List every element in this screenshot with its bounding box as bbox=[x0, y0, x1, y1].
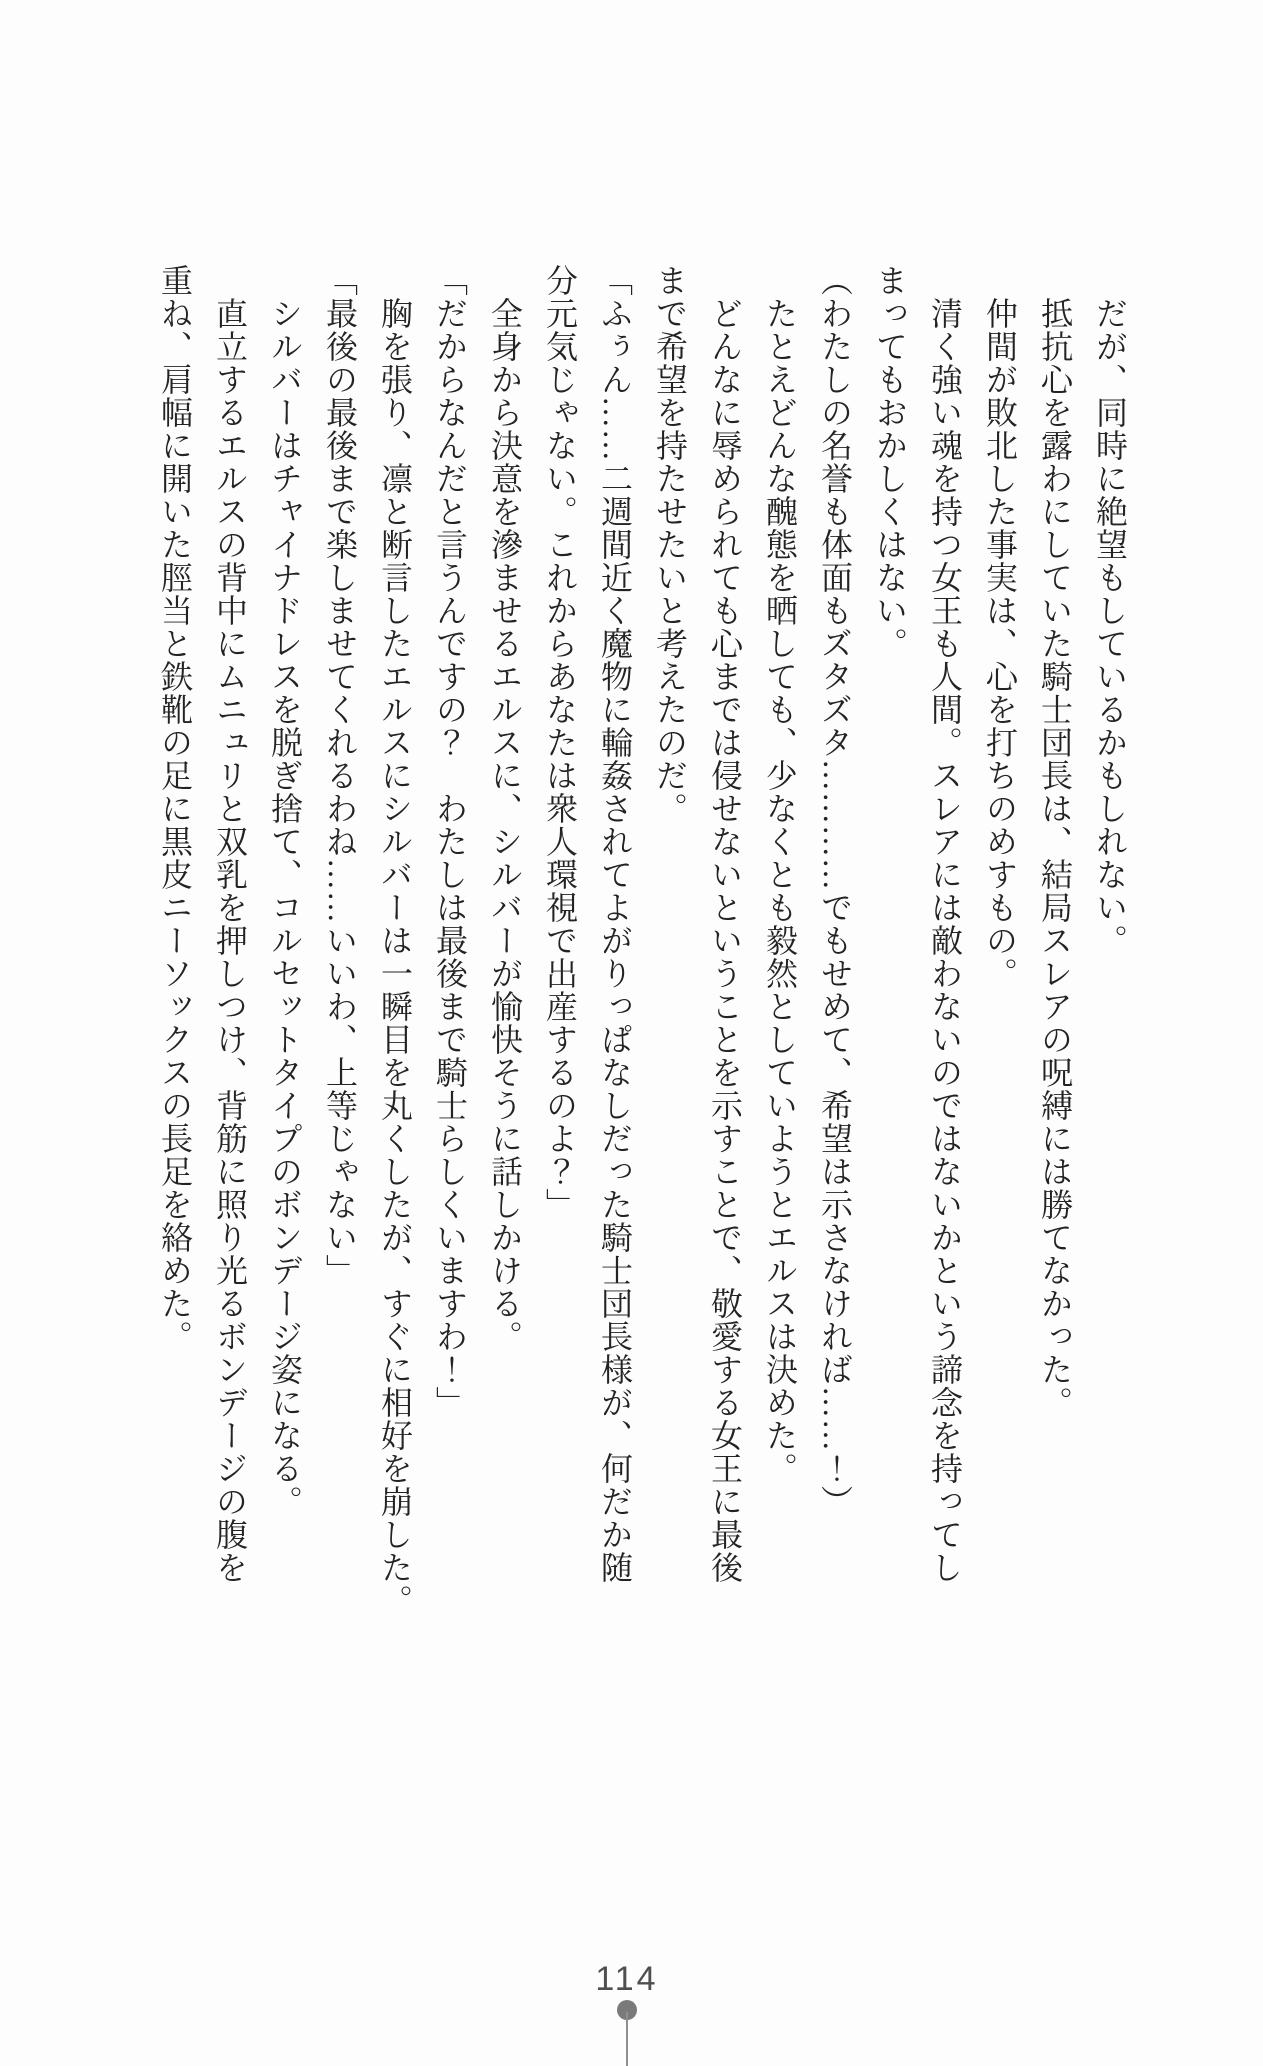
text-column: 「最後の最後まで楽しませてくれるわね……いいわ、上等じゃない」 bbox=[322, 264, 358, 1287]
text-column: 胸を張り、凛と断言したエルスにシルバーは一瞬目を丸くしたが、すぐに相好を崩した。 bbox=[377, 297, 413, 1617]
footer-trim-line bbox=[626, 2012, 628, 2066]
text-column: 重ね、肩幅に開いた脛当と鉄靴の足に黒皮ニーソックスの長足を絡めた。 bbox=[157, 264, 193, 1353]
text-column: 抵抗心を露わにしていた騎士団長は、結局スレアの呪縛には勝てなかった。 bbox=[1037, 297, 1073, 1419]
text-column: 「だからなんだと言うんですの？ わたしは最後まで騎士らしくいますわ！」 bbox=[432, 264, 468, 1419]
text-column: まってもおかしくはない。 bbox=[872, 264, 908, 660]
text-column: （わたしの名誉も体面もズタズタ…………でもせめて、希望は示さなければ……！） bbox=[817, 264, 853, 1518]
text-column: 分元気じゃない。これからあなたは衆人環視で出産するのよ？」 bbox=[542, 264, 578, 1221]
text-column: 清く強い魂を持つ女王も人間。スレアには敵わないのではないかという諦念を持ってし bbox=[927, 297, 963, 1584]
text-column: 「ふぅん……二週間近く魔物に輪姦されてよがりっぱなしだった騎士団長様が、何だか随 bbox=[597, 264, 633, 1584]
text-column: 直立するエルスの背中にムニュリと双乳を押しつけ、背筋に照り光るボンデージの腹を bbox=[212, 297, 248, 1584]
text-block bbox=[147, 264, 1137, 1674]
text-column: だが、同時に絶望もしているかもしれない。 bbox=[1092, 297, 1128, 957]
text-column: まで希望を持たせたいと考えたのだ。 bbox=[652, 264, 688, 825]
text-column: 仲間が敗北した事実は、心を打ちのめすもの。 bbox=[982, 297, 1018, 990]
text-column: 全身から決意を滲ませるエルスに、シルバーが愉快そうに話しかける。 bbox=[487, 297, 523, 1353]
page-number: 114 bbox=[595, 1960, 659, 1998]
text-column: シルバーはチャイナドレスを脱ぎ捨て、コルセットタイプのボンデージ姿になる。 bbox=[267, 297, 303, 1518]
text-column: たとえどんな醜態を晒しても、少なくとも毅然としていようとエルスは決めた。 bbox=[762, 297, 798, 1485]
text-column: どんなに辱められても心までは侵せないということを示すことで、敬愛する女王に最後 bbox=[707, 297, 743, 1584]
